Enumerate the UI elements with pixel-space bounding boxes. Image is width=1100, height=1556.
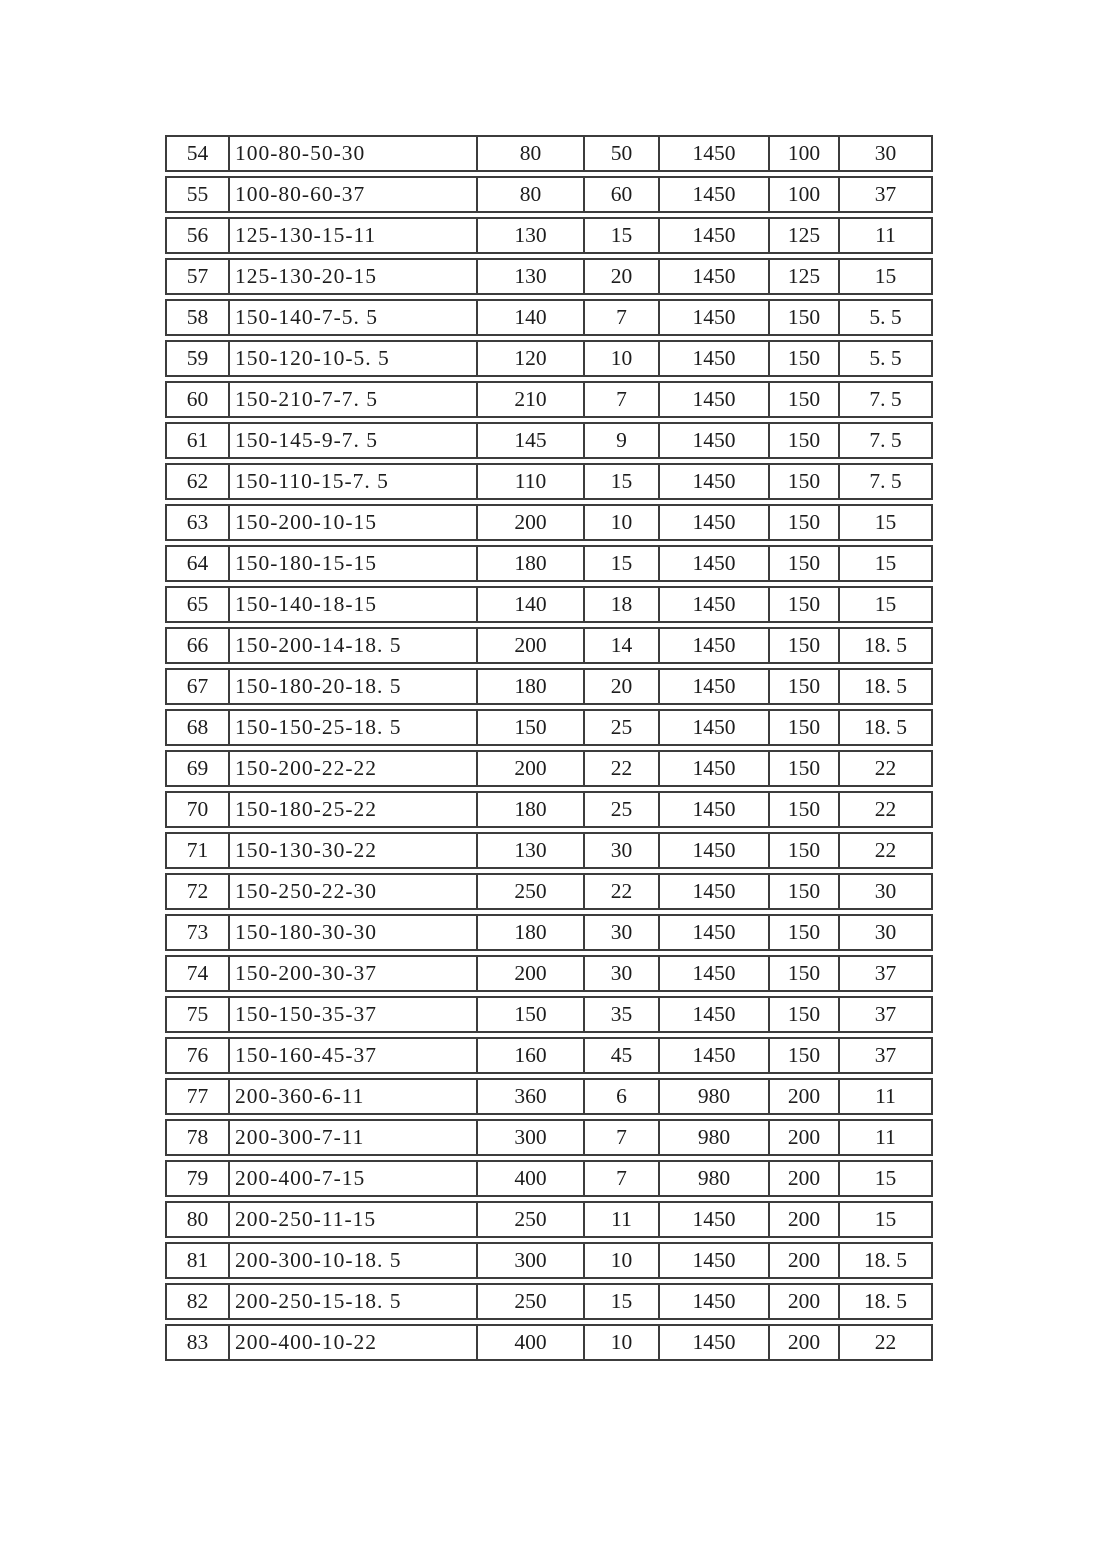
table-cell: 30	[583, 832, 658, 869]
table-cell: 5. 5	[838, 299, 933, 336]
table-cell: 1450	[658, 914, 768, 951]
model-cell: 150-120-10-5. 5	[228, 340, 476, 377]
row-number-cell: 65	[165, 586, 228, 623]
table-cell: 11	[583, 1201, 658, 1238]
table-row	[165, 176, 933, 213]
table-cell: 18. 5	[838, 668, 933, 705]
table-cell: 37	[838, 996, 933, 1033]
table-cell: 200	[768, 1078, 838, 1115]
table-row	[165, 422, 933, 459]
table-cell: 150	[768, 627, 838, 664]
table-cell: 22	[838, 832, 933, 869]
table-cell: 180	[476, 545, 583, 582]
table-row	[165, 463, 933, 500]
table-cell: 30	[583, 914, 658, 951]
table-cell: 130	[476, 832, 583, 869]
table-cell: 22	[838, 791, 933, 828]
table-cell: 150	[768, 340, 838, 377]
table-row	[165, 873, 933, 910]
row-number-cell: 70	[165, 791, 228, 828]
model-cell: 150-145-9-7. 5	[228, 422, 476, 459]
table-cell: 110	[476, 463, 583, 500]
model-cell: 125-130-15-11	[228, 217, 476, 254]
table-cell: 15	[838, 504, 933, 541]
row-number-cell: 82	[165, 1283, 228, 1320]
table-cell: 140	[476, 299, 583, 336]
table-cell: 30	[838, 914, 933, 951]
table-cell: 150	[768, 832, 838, 869]
row-number-cell: 83	[165, 1324, 228, 1361]
table-cell: 150	[768, 586, 838, 623]
table-cell: 7	[583, 381, 658, 418]
table-row	[165, 1283, 933, 1320]
table-cell: 200	[768, 1324, 838, 1361]
table-cell: 80	[476, 135, 583, 172]
table-cell: 300	[476, 1242, 583, 1279]
table-cell: 10	[583, 340, 658, 377]
table-cell: 180	[476, 791, 583, 828]
table-cell: 130	[476, 217, 583, 254]
table-cell: 1450	[658, 1324, 768, 1361]
table-row	[165, 545, 933, 582]
table-cell: 15	[583, 463, 658, 500]
row-number-cell: 61	[165, 422, 228, 459]
row-number-cell: 71	[165, 832, 228, 869]
table-row	[165, 668, 933, 705]
table-cell: 150	[768, 914, 838, 951]
table-cell: 18. 5	[838, 627, 933, 664]
row-number-cell: 75	[165, 996, 228, 1033]
table-row	[165, 750, 933, 787]
model-cell: 150-150-25-18. 5	[228, 709, 476, 746]
table-cell: 10	[583, 1324, 658, 1361]
table-cell: 1450	[658, 381, 768, 418]
table-cell: 130	[476, 258, 583, 295]
row-number-cell: 81	[165, 1242, 228, 1279]
table-cell: 1450	[658, 709, 768, 746]
table-cell: 10	[583, 1242, 658, 1279]
table-cell: 200	[768, 1160, 838, 1197]
table-cell: 20	[583, 668, 658, 705]
table-cell: 14	[583, 627, 658, 664]
table-cell: 400	[476, 1324, 583, 1361]
table-cell: 15	[838, 258, 933, 295]
pump-spec-table	[165, 131, 933, 1365]
model-cell: 150-200-10-15	[228, 504, 476, 541]
table-cell: 1450	[658, 955, 768, 992]
table-cell: 200	[476, 627, 583, 664]
row-number-cell: 55	[165, 176, 228, 213]
table-cell: 250	[476, 873, 583, 910]
table-cell: 1450	[658, 1037, 768, 1074]
table-cell: 37	[838, 176, 933, 213]
table-cell: 200	[476, 955, 583, 992]
table-cell: 22	[583, 750, 658, 787]
spec-table-body	[165, 135, 933, 1361]
table-cell: 5. 5	[838, 340, 933, 377]
table-cell: 150	[768, 299, 838, 336]
table-cell: 1450	[658, 422, 768, 459]
table-cell: 180	[476, 668, 583, 705]
table-cell: 18	[583, 586, 658, 623]
table-cell: 15	[838, 545, 933, 582]
table-cell: 1450	[658, 340, 768, 377]
model-cell: 150-150-35-37	[228, 996, 476, 1033]
table-row	[165, 1119, 933, 1156]
table-cell: 7. 5	[838, 381, 933, 418]
table-cell: 980	[658, 1160, 768, 1197]
row-number-cell: 69	[165, 750, 228, 787]
table-cell: 10	[583, 504, 658, 541]
table-cell: 200	[768, 1283, 838, 1320]
table-cell: 9	[583, 422, 658, 459]
row-number-cell: 80	[165, 1201, 228, 1238]
table-cell: 15	[583, 1283, 658, 1320]
table-cell: 1450	[658, 217, 768, 254]
table-cell: 250	[476, 1201, 583, 1238]
row-number-cell: 56	[165, 217, 228, 254]
table-cell: 50	[583, 135, 658, 172]
table-cell: 150	[768, 709, 838, 746]
table-cell: 7. 5	[838, 422, 933, 459]
table-cell: 22	[583, 873, 658, 910]
table-row	[165, 217, 933, 254]
table-cell: 1450	[658, 299, 768, 336]
table-cell: 1450	[658, 135, 768, 172]
model-cell: 150-200-22-22	[228, 750, 476, 787]
row-number-cell: 68	[165, 709, 228, 746]
table-cell: 120	[476, 340, 583, 377]
model-cell: 200-400-10-22	[228, 1324, 476, 1361]
row-number-cell: 77	[165, 1078, 228, 1115]
table-cell: 150	[768, 504, 838, 541]
table-cell: 15	[838, 1201, 933, 1238]
table-cell: 30	[838, 135, 933, 172]
table-cell: 150	[768, 996, 838, 1033]
table-cell: 18. 5	[838, 709, 933, 746]
model-cell: 100-80-60-37	[228, 176, 476, 213]
table-cell: 125	[768, 258, 838, 295]
model-cell: 150-180-25-22	[228, 791, 476, 828]
table-cell: 250	[476, 1283, 583, 1320]
table-row	[165, 1160, 933, 1197]
table-cell: 200	[768, 1119, 838, 1156]
table-cell: 150	[768, 1037, 838, 1074]
model-cell: 200-400-7-15	[228, 1160, 476, 1197]
table-cell: 15	[838, 586, 933, 623]
table-cell: 150	[768, 668, 838, 705]
table-cell: 45	[583, 1037, 658, 1074]
table-cell: 300	[476, 1119, 583, 1156]
table-cell: 360	[476, 1078, 583, 1115]
row-number-cell: 57	[165, 258, 228, 295]
table-cell: 150	[476, 709, 583, 746]
table-row	[165, 709, 933, 746]
row-number-cell: 62	[165, 463, 228, 500]
row-number-cell: 59	[165, 340, 228, 377]
table-cell: 150	[768, 422, 838, 459]
table-cell: 18. 5	[838, 1283, 933, 1320]
table-cell: 1450	[658, 750, 768, 787]
row-number-cell: 66	[165, 627, 228, 664]
table-row	[165, 996, 933, 1033]
table-cell: 1450	[658, 258, 768, 295]
table-cell: 6	[583, 1078, 658, 1115]
table-cell: 100	[768, 176, 838, 213]
table-row	[165, 1037, 933, 1074]
table-cell: 125	[768, 217, 838, 254]
table-cell: 400	[476, 1160, 583, 1197]
table-cell: 37	[838, 955, 933, 992]
table-cell: 1450	[658, 504, 768, 541]
table-cell: 1450	[658, 627, 768, 664]
table-cell: 15	[583, 545, 658, 582]
table-row	[165, 1242, 933, 1279]
table-row	[165, 258, 933, 295]
table-cell: 1450	[658, 545, 768, 582]
model-cell: 150-180-30-30	[228, 914, 476, 951]
model-cell: 125-130-20-15	[228, 258, 476, 295]
table-cell: 200	[476, 750, 583, 787]
model-cell: 150-180-15-15	[228, 545, 476, 582]
table-cell: 18. 5	[838, 1242, 933, 1279]
table-row	[165, 504, 933, 541]
table-cell: 60	[583, 176, 658, 213]
table-cell: 140	[476, 586, 583, 623]
table-cell: 15	[583, 217, 658, 254]
table-cell: 80	[476, 176, 583, 213]
model-cell: 150-210-7-7. 5	[228, 381, 476, 418]
table-cell: 25	[583, 709, 658, 746]
table-row	[165, 135, 933, 172]
model-cell: 150-140-7-5. 5	[228, 299, 476, 336]
model-cell: 150-130-30-22	[228, 832, 476, 869]
row-number-cell: 76	[165, 1037, 228, 1074]
table-cell: 160	[476, 1037, 583, 1074]
table-cell: 150	[768, 545, 838, 582]
table-cell: 11	[838, 1078, 933, 1115]
table-cell: 1450	[658, 176, 768, 213]
table-cell: 980	[658, 1119, 768, 1156]
table-cell: 150	[768, 750, 838, 787]
row-number-cell: 74	[165, 955, 228, 992]
row-number-cell: 60	[165, 381, 228, 418]
table-row	[165, 791, 933, 828]
table-cell: 11	[838, 1119, 933, 1156]
table-cell: 1450	[658, 1201, 768, 1238]
table-row	[165, 1324, 933, 1361]
row-number-cell: 64	[165, 545, 228, 582]
model-cell: 150-140-18-15	[228, 586, 476, 623]
table-row	[165, 340, 933, 377]
table-cell: 7	[583, 1119, 658, 1156]
model-cell: 150-200-14-18. 5	[228, 627, 476, 664]
table-cell: 200	[768, 1242, 838, 1279]
table-cell: 145	[476, 422, 583, 459]
table-row	[165, 381, 933, 418]
table-cell: 35	[583, 996, 658, 1033]
model-cell: 150-180-20-18. 5	[228, 668, 476, 705]
table-cell: 37	[838, 1037, 933, 1074]
row-number-cell: 54	[165, 135, 228, 172]
table-cell: 25	[583, 791, 658, 828]
table-row	[165, 586, 933, 623]
table-cell: 15	[838, 1160, 933, 1197]
model-cell: 200-300-10-18. 5	[228, 1242, 476, 1279]
model-cell: 200-250-15-18. 5	[228, 1283, 476, 1320]
table-cell: 30	[838, 873, 933, 910]
table-row	[165, 955, 933, 992]
table-row	[165, 627, 933, 664]
table-cell: 150	[768, 791, 838, 828]
row-number-cell: 58	[165, 299, 228, 336]
table-cell: 180	[476, 914, 583, 951]
table-row	[165, 832, 933, 869]
model-cell: 200-300-7-11	[228, 1119, 476, 1156]
table-cell: 1450	[658, 586, 768, 623]
table-cell: 200	[768, 1201, 838, 1238]
model-cell: 150-200-30-37	[228, 955, 476, 992]
table-cell: 150	[768, 873, 838, 910]
table-cell: 1450	[658, 996, 768, 1033]
table-cell: 22	[838, 750, 933, 787]
table-cell: 1450	[658, 832, 768, 869]
row-number-cell: 67	[165, 668, 228, 705]
table-cell: 20	[583, 258, 658, 295]
row-number-cell: 63	[165, 504, 228, 541]
table-cell: 11	[838, 217, 933, 254]
model-cell: 150-110-15-7. 5	[228, 463, 476, 500]
table-cell: 1450	[658, 1242, 768, 1279]
table-cell: 150	[768, 381, 838, 418]
table-cell: 1450	[658, 791, 768, 828]
table-cell: 210	[476, 381, 583, 418]
table-cell: 22	[838, 1324, 933, 1361]
table-cell: 7. 5	[838, 463, 933, 500]
table-cell: 7	[583, 1160, 658, 1197]
row-number-cell: 72	[165, 873, 228, 910]
table-cell: 100	[768, 135, 838, 172]
row-number-cell: 73	[165, 914, 228, 951]
table-cell: 150	[768, 955, 838, 992]
table-cell: 1450	[658, 873, 768, 910]
table-cell: 1450	[658, 463, 768, 500]
table-cell: 150	[768, 463, 838, 500]
table-cell: 30	[583, 955, 658, 992]
table-cell: 980	[658, 1078, 768, 1115]
model-cell: 150-250-22-30	[228, 873, 476, 910]
table-row	[165, 1078, 933, 1115]
table-row	[165, 914, 933, 951]
table-cell: 1450	[658, 668, 768, 705]
model-cell: 200-250-11-15	[228, 1201, 476, 1238]
row-number-cell: 79	[165, 1160, 228, 1197]
table-cell: 1450	[658, 1283, 768, 1320]
table-cell: 200	[476, 504, 583, 541]
model-cell: 150-160-45-37	[228, 1037, 476, 1074]
model-cell: 200-360-6-11	[228, 1078, 476, 1115]
table-row	[165, 1201, 933, 1238]
model-cell: 100-80-50-30	[228, 135, 476, 172]
row-number-cell: 78	[165, 1119, 228, 1156]
table-cell: 150	[476, 996, 583, 1033]
table-cell: 7	[583, 299, 658, 336]
table-row	[165, 299, 933, 336]
